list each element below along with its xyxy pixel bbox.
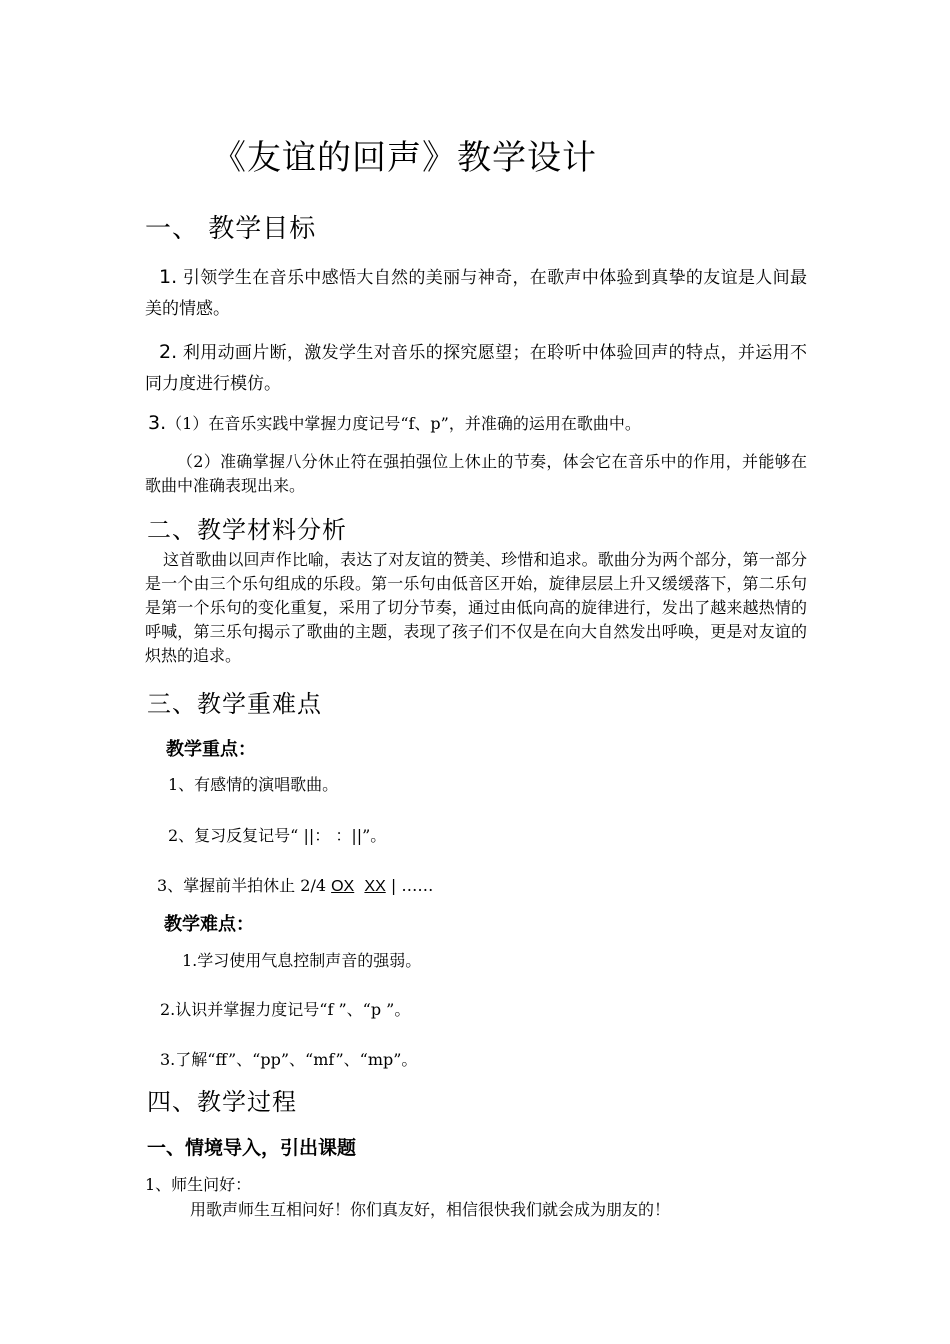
section-heading-key-points: 三、教学重难点 [147, 690, 322, 718]
difficulty-3: 3.了解“ff”、“pp”、“mf”、“mp”。 [160, 1050, 418, 1069]
difficulty-label: 教学难点： [164, 914, 254, 935]
document-title: 《友谊的回声》教学设计 [212, 138, 597, 178]
rhythm-xx: XX [364, 878, 386, 895]
key-point-3-suffix: | …… [385, 876, 434, 895]
difficulty-1: 1.学习使用气息控制声音的强弱。 [182, 951, 422, 970]
section-heading-analysis: 二、教学材料分析 [147, 516, 347, 544]
section-heading-process: 四、教学过程 [147, 1088, 297, 1116]
rhythm-ox: OX [331, 878, 355, 895]
objective-number: 2. [159, 341, 178, 363]
objective-text: 利用动画片断，激发学生对音乐的探究愿望；在聆听中体验回声的特点，并运用不同力度进行模仿。 [145, 343, 807, 394]
objective-item-2 [145, 337, 807, 400]
key-point-1: 1、有感情的演唱歌曲。 [168, 775, 339, 794]
objective-item-1 [145, 262, 807, 325]
objective-number: 1. [159, 266, 178, 288]
process-step-1: 1、师生问好： [145, 1175, 252, 1194]
key-points-label: 教学重点： [166, 739, 256, 760]
section-heading-objectives: 一、 教学目标 [145, 214, 317, 244]
objective-text: 引领学生在音乐中感悟大自然的美丽与神奇，在歌声中体验到真挚的友谊是人间最美的情感。 [145, 268, 807, 319]
key-point-2: 2、复习反复记号“ ||： ：||”。 [168, 826, 387, 845]
objective-text: （1）在音乐实践中掌握力度记号“f、p”，并准确的运用在歌曲中。 [166, 414, 641, 433]
process-step-1-text: 用歌声师生互相问好！你们真友好，相信很快我们就会成为朋友的！ [190, 1200, 671, 1219]
key-point-3 [157, 873, 433, 896]
key-point-3-prefix: 3、掌握前半拍休止 2/4 [157, 876, 332, 895]
objective-item-3 [148, 411, 641, 434]
difficulty-2: 2.认识并掌握力度记号“f ”、“p ”。 [160, 1000, 411, 1019]
process-subheading: 一、情境导入，引出课题 [147, 1137, 357, 1159]
analysis-paragraph: 这首歌曲以回声作比喻，表达了对友谊的赞美、珍惜和追求。歌曲分为两个部分，第一部分是一个由三个乐句组成的乐段。第一乐句由低音区开始，旋律层层上升又缓缓落下，第二乐句是第一个乐句的变化重复，采用了切分节奏，通过由低向高的旋律进行，发出了越来越热情的呼喊，第三乐句揭示了歌曲的主题，表现了孩子们不仅是在向大自然发出呼唤，更是对友谊的炽热的追求。 [145, 550, 807, 665]
objective-item-3-part-2: （2）准确掌握八分休止符在强拍强位上休止的节奏，体会它在音乐中的作用，并能够在歌曲中准确表现出来。 [145, 452, 807, 495]
objective-number: 3. [148, 412, 167, 434]
